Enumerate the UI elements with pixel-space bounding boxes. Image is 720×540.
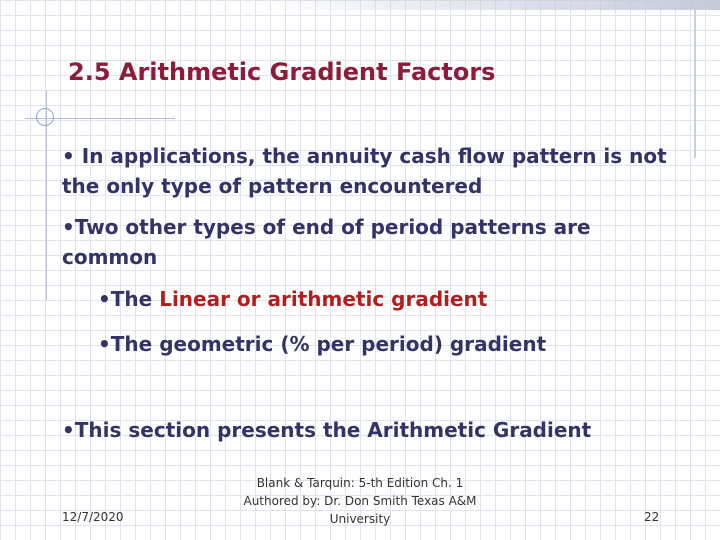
sub-bullet-prefix: •The [98, 287, 160, 311]
highlighted-term: Linear or arithmetic gradient [159, 287, 488, 311]
footer-date: 12/7/2020 [62, 510, 124, 524]
page-number: 22 [644, 510, 660, 524]
footer-citation [225, 474, 495, 528]
bullet-item: • In applications, the annuity cash flow pattern is not the only type of pattern encountered [62, 144, 667, 198]
footer-citation-line: Authored by: Dr. Don Smith Texas A&M [243, 494, 477, 508]
crosshair-icon [36, 108, 54, 126]
decorative-vertical-line [694, 0, 696, 158]
slide-title: 2.5 Arithmetic Gradient Factors [68, 58, 496, 86]
bullet-item: •This section presents the Arithmetic Gradient [62, 418, 592, 442]
sub-bullet-geometric-gradient: •The geometric (% per period) gradient [98, 332, 547, 356]
decorative-top-band [265, 0, 720, 10]
footer-citation-line: University [329, 512, 391, 526]
bullet-item: •Two other types of end of period patterns are common [62, 215, 591, 269]
sub-bullet-linear-gradient [98, 284, 487, 314]
footer-citation-line: Blank & Tarquin: 5-th Edition Ch. 1 [256, 476, 464, 490]
